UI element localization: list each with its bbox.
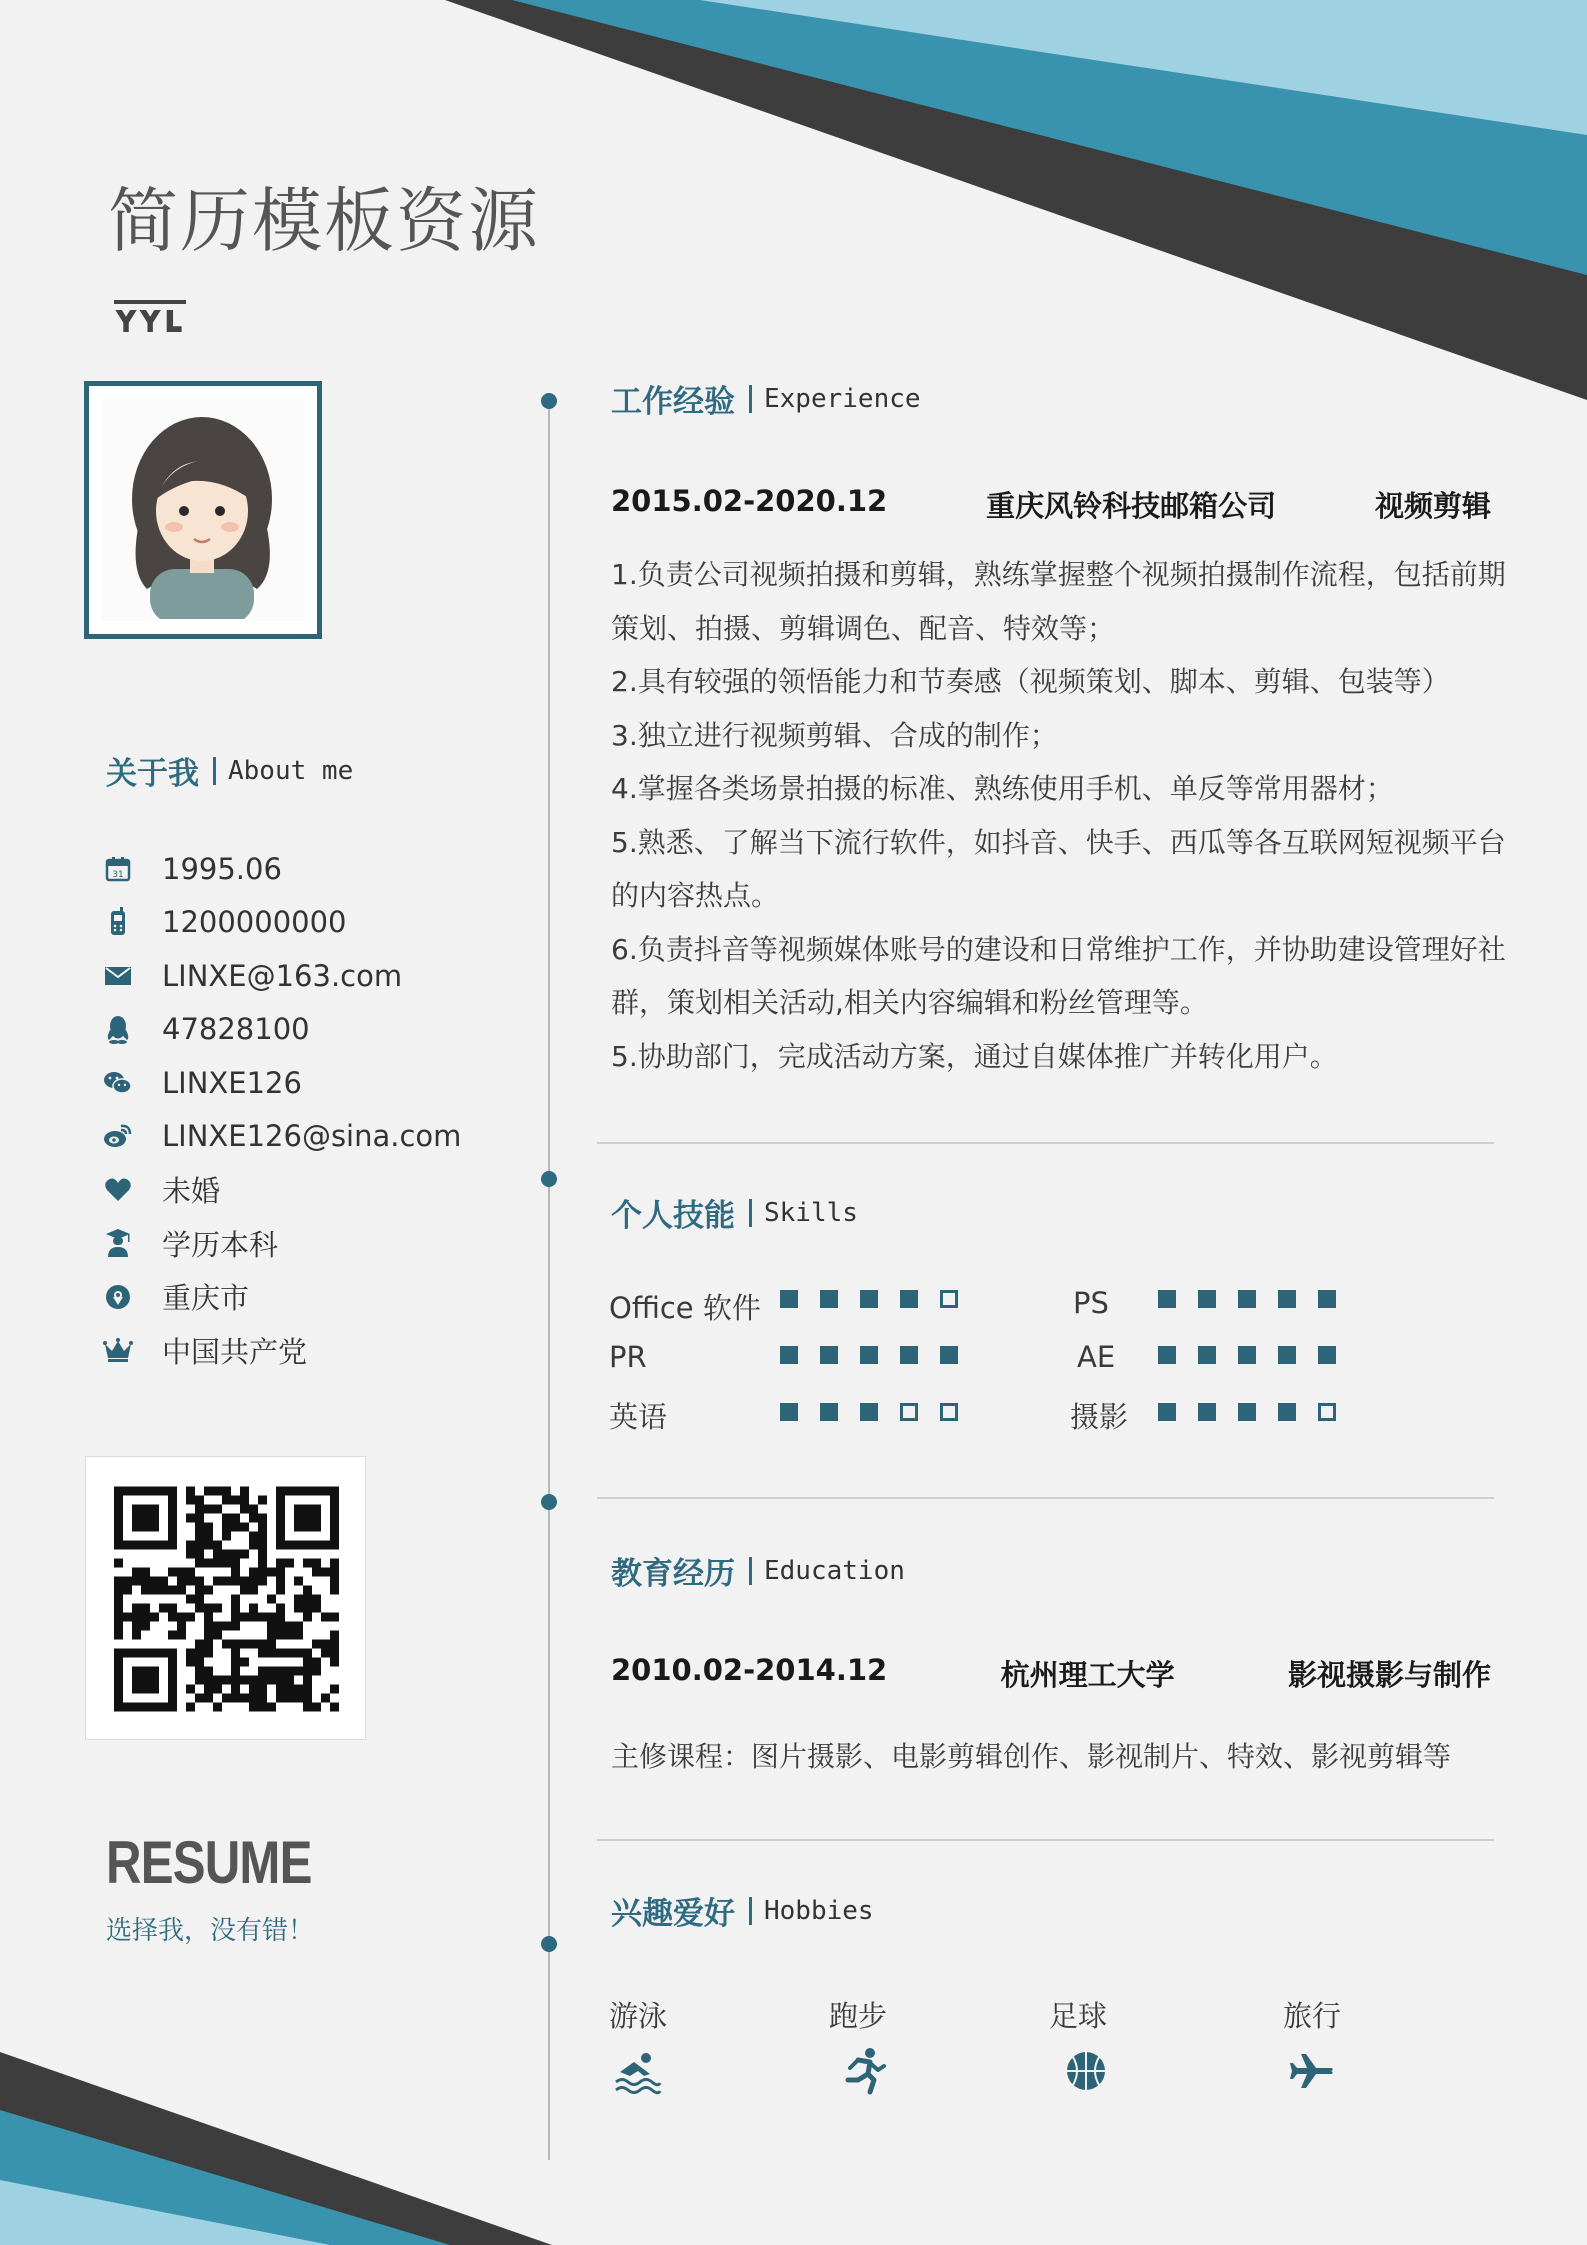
job-description-line: 6.负责抖音等视频媒体账号的建设和日常维护工作，并协助建设管理好社 — [611, 932, 1506, 966]
skill-level-filled — [1198, 1403, 1216, 1421]
heading-divider — [749, 385, 752, 413]
skill-level-empty — [1318, 1403, 1336, 1421]
skill-level-filled — [860, 1346, 878, 1364]
experience-title-cn: 工作经验 — [611, 384, 735, 420]
qq-icon — [100, 1011, 136, 1047]
education-title-en: Education — [764, 1555, 905, 1586]
info-education-level — [100, 1217, 461, 1271]
info-text: 1995.06 — [162, 851, 282, 886]
skill-level-filled — [1238, 1346, 1256, 1364]
hobby-name: 跑步 — [829, 1999, 888, 2033]
section-divider — [597, 1497, 1494, 1499]
skill-name: 英语 — [609, 1400, 668, 1434]
info-text: 中国共产党 — [162, 1334, 308, 1369]
skill-level-filled — [1318, 1346, 1336, 1364]
timeline-dot — [541, 1171, 557, 1187]
svg-text:31: 31 — [112, 869, 124, 880]
info-email — [100, 949, 461, 1003]
info-birthdate — [100, 842, 461, 896]
info-marital-status — [100, 1163, 461, 1217]
calendar-icon — [100, 851, 136, 887]
experience-heading — [611, 376, 921, 421]
phone-icon — [100, 904, 136, 940]
section-divider — [597, 1142, 1494, 1144]
skill-level-filled — [1158, 1346, 1176, 1364]
hobby-name: 游泳 — [609, 1999, 668, 2033]
heading-divider — [749, 1897, 752, 1925]
skill-level-filled — [780, 1290, 798, 1308]
ball-icon — [1061, 2046, 1111, 2096]
heart-icon — [100, 1172, 136, 1208]
job-position: 视频剪辑 — [1374, 489, 1491, 523]
skill-level-filled — [1318, 1290, 1336, 1308]
experience-title-en: Experience — [764, 383, 921, 414]
timeline-line — [548, 400, 550, 2160]
skill-name: PS — [1073, 1286, 1109, 1320]
info-phone — [100, 896, 461, 950]
education-summary-row — [611, 1653, 1491, 1694]
info-text: 重庆市 — [162, 1281, 250, 1316]
skill-level-empty — [900, 1403, 918, 1421]
hobby-name: 旅行 — [1283, 1999, 1342, 2033]
skill-level-filled — [900, 1290, 918, 1308]
skill-level-filled — [860, 1403, 878, 1421]
education-courses: 主修课程：图片摄影、电影剪辑创作、影视制片、特效、影视剪辑等 — [611, 1740, 1452, 1773]
job-description-line: 4.掌握各类场景拍摄的标准、熟练使用手机、单反等常用器材； — [611, 772, 1394, 805]
resume-word: RESUME — [106, 1829, 312, 1896]
skill-level-filled — [820, 1403, 838, 1421]
running-icon — [838, 2046, 888, 2096]
about-heading — [106, 748, 353, 793]
job-description-line: 3.独立进行视频剪辑、合成的制作； — [611, 718, 1058, 752]
skill-level-filled — [780, 1403, 798, 1421]
skill-level-filled — [1198, 1290, 1216, 1308]
skill-level-filled — [1158, 1403, 1176, 1421]
crown-icon — [100, 1332, 136, 1368]
job-description-line: 群，策划相关活动,相关内容编辑和粉丝管理等。 — [611, 986, 1208, 1019]
hobbies-title-en: Hobbies — [764, 1895, 874, 1926]
avatar — [102, 399, 304, 621]
education-period: 2010.02-2014.12 — [611, 1653, 888, 1687]
hobbies-title-cn: 兴趣爱好 — [611, 1896, 735, 1932]
wechat-icon — [100, 1065, 136, 1101]
skill-level-filled — [780, 1346, 798, 1364]
airplane-icon — [1286, 2046, 1336, 2096]
mail-icon — [100, 958, 136, 994]
page-title: 简历模板资源 — [108, 180, 540, 262]
info-wechat — [100, 1056, 461, 1110]
skill-name: Office 软件 — [609, 1291, 761, 1325]
section-divider — [597, 1839, 1494, 1841]
timeline-dot — [541, 393, 557, 409]
skills-title-en: Skills — [764, 1197, 858, 1228]
job-company: 重庆风铃科技邮箱公司 — [986, 489, 1277, 523]
skill-level-filled — [1198, 1346, 1216, 1364]
heading-divider — [213, 757, 216, 785]
job-description-line: 策划、拍摄、剪辑调色、配音、特效等； — [611, 611, 1116, 645]
skill-level-filled — [940, 1346, 958, 1364]
swimming-icon — [612, 2046, 662, 2096]
education-title-cn: 教育经历 — [611, 1556, 735, 1592]
skill-level-filled — [900, 1346, 918, 1364]
job-description-line: 5.协助部门，完成活动方案，通过自媒体推广并转化用户。 — [611, 1039, 1338, 1073]
info-text: LINXE126 — [162, 1065, 302, 1100]
hobbies-heading — [611, 1888, 874, 1933]
info-weibo — [100, 1110, 461, 1164]
skill-level-empty — [940, 1403, 958, 1421]
weibo-icon — [100, 1118, 136, 1154]
info-city — [100, 1270, 461, 1324]
skill-name: 摄影 — [1070, 1400, 1129, 1434]
heading-divider — [749, 1557, 752, 1585]
info-text: LINXE@163.com — [162, 958, 403, 993]
job-description-line: 5.熟悉、了解当下流行软件，如抖音、快手、西瓜等各互联网短视频平台 — [611, 825, 1506, 859]
job-description — [611, 548, 1506, 1083]
graduate-icon — [100, 1225, 136, 1261]
heading-divider — [749, 1199, 752, 1227]
skill-level-filled — [1238, 1290, 1256, 1308]
slogan: 选择我，没有错！ — [106, 1916, 315, 1946]
job-description-line: 的内容热点。 — [611, 879, 780, 912]
skill-level-empty — [940, 1290, 958, 1308]
skill-name: PR — [609, 1340, 647, 1374]
skills-title-cn: 个人技能 — [611, 1198, 735, 1234]
skill-level-filled — [1278, 1346, 1296, 1364]
info-text: LINXE126@sina.com — [162, 1119, 462, 1154]
skill-level-filled — [1278, 1403, 1296, 1421]
name-mark: ʏʏʟ — [114, 296, 187, 342]
qr-code — [85, 1456, 366, 1740]
qr-code-pattern — [114, 1485, 339, 1713]
education-major: 影视摄影与制作 — [1287, 1658, 1491, 1692]
job-description-line: 1.负责公司视频拍摄和剪辑，熟练掌握整个视频拍摄制作流程，包括前期 — [611, 558, 1506, 591]
job-period: 2015.02-2020.12 — [611, 484, 888, 518]
location-icon — [100, 1279, 136, 1315]
skill-level-filled — [820, 1346, 838, 1364]
timeline-dot — [541, 1936, 557, 1952]
info-text: 1200000000 — [162, 905, 347, 940]
skill-level-filled — [1238, 1403, 1256, 1421]
contact-info-list — [100, 842, 461, 1377]
info-qq — [100, 1003, 461, 1057]
job-summary-row — [611, 484, 1491, 525]
profile-photo — [84, 381, 322, 639]
skill-level-filled — [820, 1290, 838, 1308]
skills-heading — [611, 1190, 858, 1235]
hobby-name: 足球 — [1049, 1999, 1108, 2033]
info-text: 47828100 — [162, 1012, 310, 1047]
job-description-line: 2.具有较强的领悟能力和节奏感（视频策划、脚本、剪辑、包装等） — [611, 665, 1450, 698]
education-heading — [611, 1548, 905, 1593]
timeline-dot — [541, 1494, 557, 1510]
info-text: 未婚 — [162, 1174, 221, 1209]
about-title-en: About me — [228, 755, 354, 786]
info-party — [100, 1324, 461, 1378]
about-title-cn: 关于我 — [106, 756, 199, 792]
skill-level-filled — [860, 1290, 878, 1308]
info-text: 学历本科 — [162, 1227, 279, 1262]
skill-level-filled — [1278, 1290, 1296, 1308]
skill-level-filled — [1158, 1290, 1176, 1308]
skill-name: AE — [1077, 1340, 1116, 1374]
education-school: 杭州理工大学 — [1000, 1658, 1175, 1692]
